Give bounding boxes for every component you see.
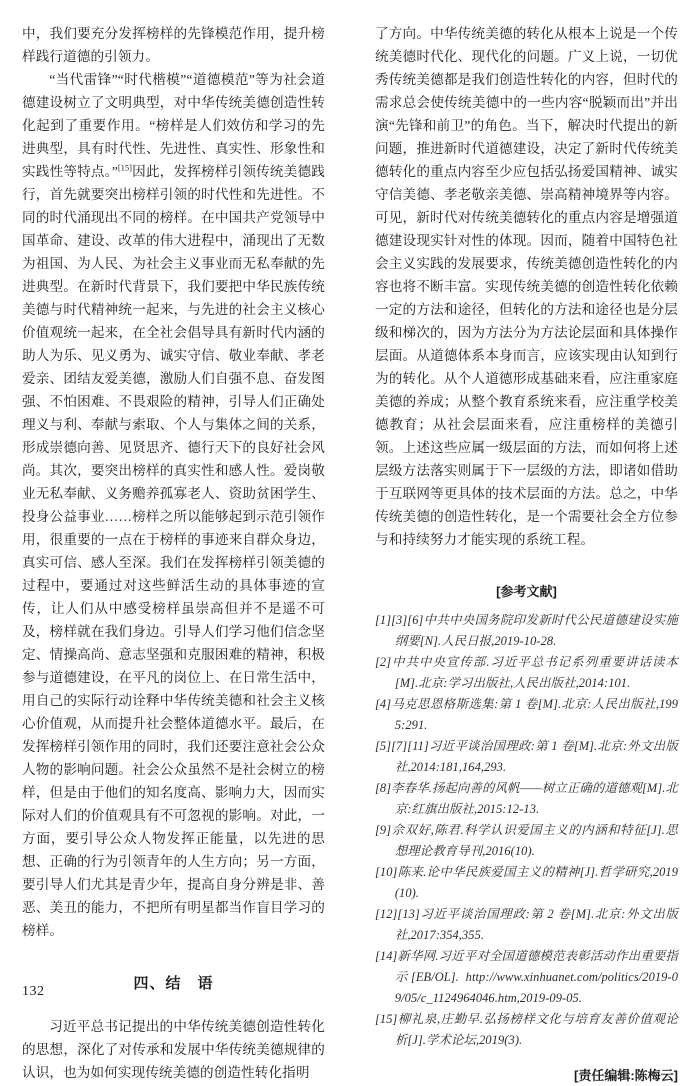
responsible-editor-credit: [责任编辑:陈梅云] bbox=[574, 1068, 678, 1083]
reference-item: [4]马克思恩格斯选集:第 1 卷[M].北京:人民出版社,1995:291. bbox=[375, 697, 678, 732]
right-text-column bbox=[375, 22, 678, 1086]
reference-item: [14]新华网.习近平对全国道德模范表彰活动作出重要指示[EB/OL]. http://www.xinhuanet.com/politics/2019-09/05/c_1124964046.htm,2019-09-05. bbox=[375, 949, 678, 1005]
reference-item: [8]李春华.扬起向善的风帆——树立正确的道德观[M].北京:红旗出版社,2015:12-13. bbox=[375, 781, 678, 816]
page-number: 132 bbox=[22, 984, 45, 999]
reference-item: [10]陈来.论中华民族爱国主义的精神[J].哲学研究,2019(10). bbox=[375, 865, 678, 900]
reference-item: [15]柳礼泉,庄勤早.弘扬榜样文化与培育友善价值观论析[J].学术论坛,2019(3). bbox=[375, 1012, 678, 1047]
reference-item: [2]中共中央宣传部.习近平总书记系列重要讲话读本[M].北京:学习出版社,人民出版社,2014:101. bbox=[375, 655, 678, 690]
paragraph-conclusion-continued: 了方向。中华传统美德的转化从根本上说是一个传统美德时代化、现代化的问题。广义上说，一切优秀传统美德都是我们创造性转化的内容，但时代的需求总会使传统美德中的一些内容“脱颖而出”并出演“先锋和前卫”的角色。当下，解决时代提出的新问题，推进新时代道德建设，决定了新时代传统美德转化的重点内容至少应包括弘扬爱国精神、诚实守信美德、孝老敬亲美德、崇高精神境界等内容。可见，新时代对传统美德转化的重点内容是增强道德建设现实针对性的体现。因而，随着中国特色社会主义实践的发展要求，传统美德创造性转化的内容也将不断丰富。实现传统美德的创造性转化依赖一定的方法和途径，但转化的方法和途径也是分层级和梯次的，因为方法分为方法论层面和具体操作层面。从道德体系本身而言，应该实现由认知到行为的转化。从个人道德形成基础来看，应注重家庭美德的养成；从整个教育系统来看，应注重学校美德教育；从社会层面来看，应注重榜样的美德引领。上述这些应属一级层面的方法，而如何将上述层级方法落实则属于下一层级的方法，即诸如借助于互联网等更具体的技术层面的方法。总之，中华传统美德的创造性转化，是一个需要社会全方位参与和持续努力才能实现的系统工程。 bbox=[375, 26, 678, 547]
section-heading-conclusion: 四、结 语 bbox=[133, 975, 214, 992]
left-text-column bbox=[22, 22, 325, 1084]
paragraph-role-models bbox=[22, 68, 325, 942]
paragraph-continued-from-previous-page: 中，我们要充分发挥榜样的先锋模范作用，提升榜样践行道德的引领力。 bbox=[22, 26, 325, 64]
reference-item: [1][3][6]中共中央国务院印发新时代公民道德建设实施纲要[N].人民日报,2019-10-28. bbox=[375, 613, 678, 648]
paragraph-text-after-citation: 因此，发挥榜样引领传统美德践行，首先就要突出榜样引领的时代性和先进性。不同的时代涌现出不同的榜样。在中国共产党领导中国革命、建设、改革的伟大进程中，涌现出了无数为祖国、为人民、为社会主义事业而无私奉献的先进典型。在新时代背景下，我们要把中华民族传统美德与时代精神统一起来，与先进的社会主义核心价值观统一起来，在全社会倡导具有新时代内涵的助人为乐、见义勇为、诚实守信、敬业奉献、孝老爱亲、团结友爱美德，激励人们自强不息、奋发图强、不怕困难、不畏艰险的精神，引导人们正确处理义与利、奉献与索取、个人与集体之间的关系，形成崇德向善、见贤思齐、德行天下的良好社会风尚。其次，要突出榜样的真实性和感人性。爱岗敬业无私奉献、义务赡养孤寡老人、资助贫困学生、投身公益事业……榜样之所以能够起到示范引领作用，很重要的一点在于榜样的事迹来自群众身边，真实可信、感人至深。我们在发挥榜样引领美德的过程中，要通过对这些鲜活生动的具体事迹的宣传，让人们从中感受榜样虽崇高但并不是遥不可及，榜样就在我们身边。引导人们学习他们信念坚定、情操高尚、意志坚强和克服困难的精神，积极参与道德建设，在平凡的岗位上、在日常生活中，用自己的实际行动诠释中华传统美德和社会主义核心价值观，从而提升社会整体道德水平。最后，在发挥榜样引领作用的同时，我们还要注意社会公众人物的影响问题。社会公众虽然不是社会树立的榜样，但是由于他们的知名度高、影响力大，因而实际对人们的价值观具有不可忽视的影响。对此，一方面，要引导公众人物发挥正能量，以先进的思想、正确的行为引领青年的人生方向；另一方面，要引导人们尤其是青少年，提高自身分辨是非、善恶、美丑的能力，不把所有明星都当作盲目学习的榜样。 bbox=[22, 164, 325, 938]
reference-item: [5][7][11]习近平谈治国理政:第 1 卷[M].北京:外文出版社,2014:181,164,293. bbox=[375, 739, 678, 774]
references-block bbox=[375, 581, 678, 1051]
reference-item: [9]佘双好,陈君.科学认识爱国主义的内涵和特征[J].思想理论教育导刊,2016(10). bbox=[375, 823, 678, 858]
paragraph-text-before-citation: “当代雷锋”“时代楷模”“道德模范”等为社会道德建设树立了文明典型，对中华传统美德创造性转化起到了重要作用。“榜样是人们效仿和学习的先进典型，具有时代性、先进性、真实性、形象性和实践性等特点。” bbox=[22, 72, 325, 179]
reference-item: [12][13]习近平谈治国理政:第 2 卷[M].北京:外文出版社,2017:354,355. bbox=[375, 907, 678, 942]
paragraph-conclusion-start: 习近平总书记提出的中华传统美德创造性转化的思想，深化了对传承和发展中华传统美德规律的认识，也为如何实现传统美德的创造性转化指明 bbox=[22, 1019, 325, 1080]
citation-marker-15: [15] bbox=[117, 162, 132, 173]
references-heading: [参考文献] bbox=[496, 584, 557, 599]
